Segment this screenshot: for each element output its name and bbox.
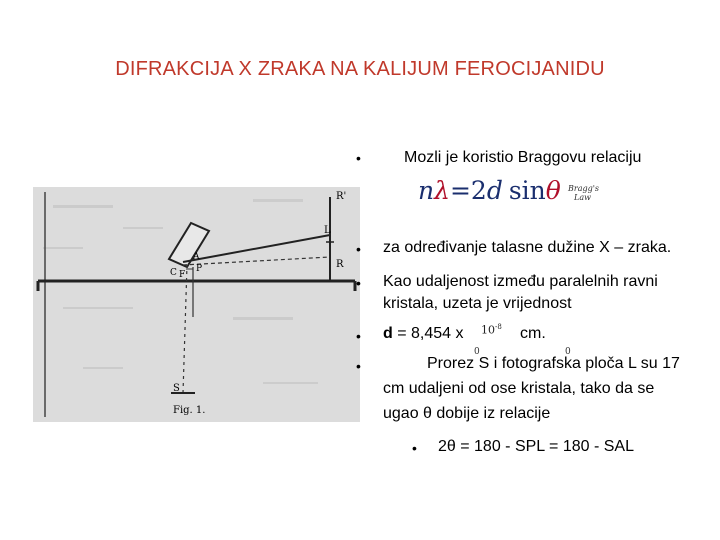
label-l: L [324,225,331,236]
bullet-text-distance-2: kristala, uzeta je vrijednost [383,295,572,312]
figure-background [33,187,360,422]
d-value: = 8,454 x [392,325,464,342]
figure-caption: Fig. 1. [173,405,206,416]
label-p: P [196,264,203,274]
zero-mark: 0 [474,347,480,357]
bullet-text-distance-1: Kao udaljenost između paralelnih ravni [383,273,658,290]
bullet-dot: • [356,275,361,291]
power-of-ten [481,323,502,337]
label-f: F [179,270,186,280]
formula-lambda: λ [434,176,450,205]
page-title: DIFRAKCIJA X ZRAKA NA KALIJUM FEROCIJANIDU [115,58,605,80]
bullet-dot: • [356,328,361,344]
zero-mark: 0 [565,347,571,357]
sub-bullet-dot: • [412,440,417,456]
bragg-label-line1: Bragg's [568,184,600,193]
formula-d: d [486,176,503,205]
unit-cm: cm. [520,325,546,342]
label-c: C [170,268,177,278]
power-exponent: -8 [495,323,502,331]
diffraction-apparatus-figure [33,187,360,422]
bullet-text-slit-3: ugao θ dobije iz relacije [383,405,551,422]
bullet-dot: • [356,241,361,257]
bragg-formula [418,176,561,216]
sub-bullet-text-relation: 2θ = 180 - SPL = 180 - SAL [438,438,634,455]
bullet-dot: • [356,358,361,374]
label-a: A [193,252,200,262]
label-s: S [173,383,180,394]
bullet-text-d-value [383,322,464,346]
bullet-text-wavelength: za određivanje talasne dužine X – zraka. [383,239,672,256]
power-base: 10 [481,323,495,337]
formula-equals: = [449,176,471,205]
label-r-prime: R' [336,191,347,202]
formula-sin: sin [508,176,546,205]
bullet-text-slit-2: cm udaljeni od ose kristala, tako da se [383,380,655,397]
bullet-text-slit-1: Prorez S i fotografska ploča L su 17 [427,355,680,372]
formula-theta: θ [545,176,561,205]
d-symbol: d [383,325,393,342]
bragg-law-label [568,184,599,202]
bullet-dot: • [356,150,361,166]
bragg-label-line2: Law [574,193,591,202]
bullet-text-bragg: Mozli je koristio Braggovu relaciju [404,149,642,166]
formula-two: 2 [470,176,487,205]
formula-n: n [418,176,435,205]
label-r: R [336,259,344,270]
